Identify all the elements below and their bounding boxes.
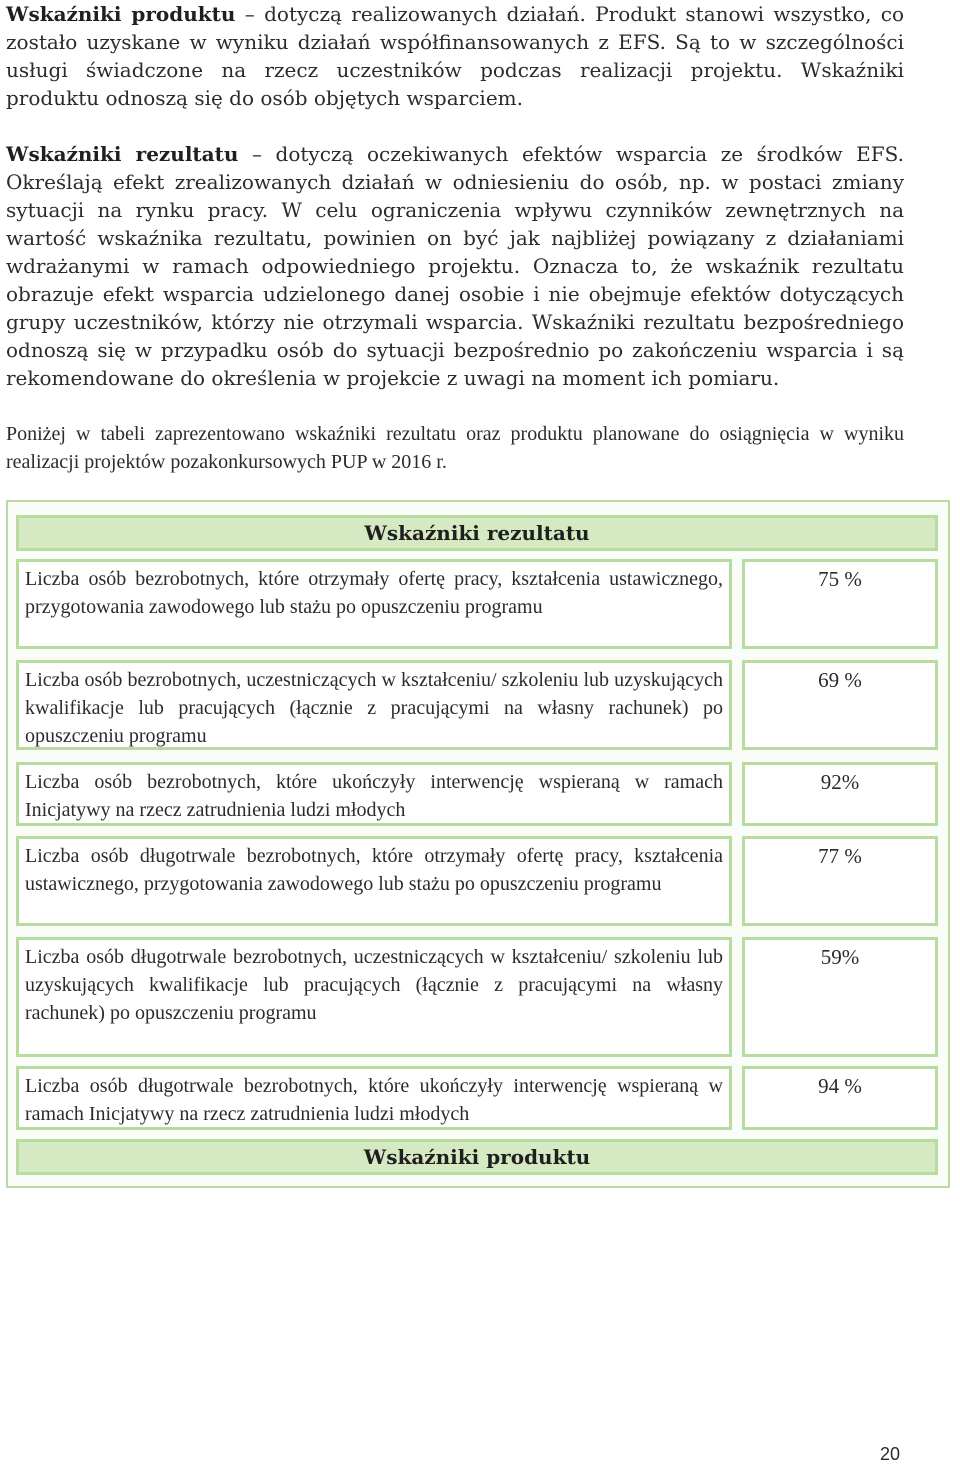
table-row-value: 94 %	[742, 1066, 938, 1130]
paragraph-text: – dotyczą oczekiwanych efektów wsparcia ze środków EFS. Określają efekt zrealizowanych działań w odniesieniu do osób, np. w postaci zmiany sytuacji na rynku pracy. W celu ograniczenia wpływu czynników zewnętrznych na wartość wskaźnika rezultatu, powinien on być jak najbliżej powiązany z działaniami wdrażanymi w ramach odpowiedniego projektu. Oznacza to, że wskaźnik rezultatu obrazuje efekt wsparcia udzielonego danej osobie i nie obejmuje efektów dotyczących grupy uczestników, którzy nie otrzymali wsparcia. Wskaźniki rezultatu bezpośredniego odnoszą się w przypadku osób do sytuacji bezpośrednio po zakończeniu wsparcia i są rekomendowane do określenia w projekcie z uwagi na moment ich pomiaru.	[6, 142, 904, 390]
table-header-result-indicators: Wskaźniki rezultatu	[16, 515, 938, 551]
table-row-value: 69 %	[742, 660, 938, 750]
table-row-label: Liczba osób bezrobotnych, uczestniczących w kształceniu/ szkoleniu lub uzyskujących kwalifikacje lub pracujących (łącznie z pracującymi na własny rachunek) po opuszczeniu programu	[16, 660, 732, 750]
table-row-value: 75 %	[742, 559, 938, 649]
paragraph-table-intro: Poniżej w tabeli zaprezentowano wskaźniki rezultatu oraz produktu planowane do osiągnięcia w wyniku realizacji projektów pozakonkursowych PUP w 2016 r.	[6, 423, 904, 473]
term-product-indicators: Wskaźniki produktu	[6, 2, 236, 26]
table-row-label: Liczba osób długotrwale bezrobotnych, uczestniczących w kształceniu/ szkoleniu lub uzyskujących kwalifikacje lub pracujących (łącznie z pracującymi na własny rachunek) po opuszczeniu programu	[16, 937, 732, 1057]
page-number: 20	[880, 1444, 901, 1464]
term-result-indicators: Wskaźniki rezultatu	[6, 142, 239, 166]
paragraph-text: – dotyczą realizowanych działań. Produkt stanowi wszystko, co zostało uzyskane w wyniku działań współfinansowanych z EFS. Są to w szczególności usługi świadczone na rzecz uczestników podczas realizacji projektu. Wskaźniki produktu odnoszą się do osób objętych wsparciem.	[6, 2, 905, 110]
table-row-label: Liczba osób długotrwale bezrobotnych, które otrzymały ofertę pracy, kształcenia ustawicznego, przygotowania zawodowego lub stażu po opuszczeniu programu	[16, 836, 732, 926]
table-row-label: Liczba osób bezrobotnych, które otrzymały ofertę pracy, kształcenia ustawicznego, przygotowania zawodowego lub stażu po opuszczeniu programu	[16, 559, 732, 649]
paragraph-product-indicators	[6, 0, 904, 112]
table-row-label: Liczba osób długotrwale bezrobotnych, które ukończyły interwencję wspieraną w ramach Inicjatywy na rzecz zatrudnienia ludzi młodych	[16, 1066, 732, 1130]
table-row-label: Liczba osób bezrobotnych, które ukończyły interwencję wspieraną w ramach Inicjatywy na rzecz zatrudnienia ludzi młodych	[16, 762, 732, 826]
table-row-value: 59%	[742, 937, 938, 1057]
document-body	[6, 0, 904, 476]
paragraph-result-indicators	[6, 140, 904, 392]
table-row-value: 92%	[742, 762, 938, 826]
table-row-value: 77 %	[742, 836, 938, 926]
table-header-product-indicators: Wskaźniki produktu	[16, 1139, 938, 1175]
